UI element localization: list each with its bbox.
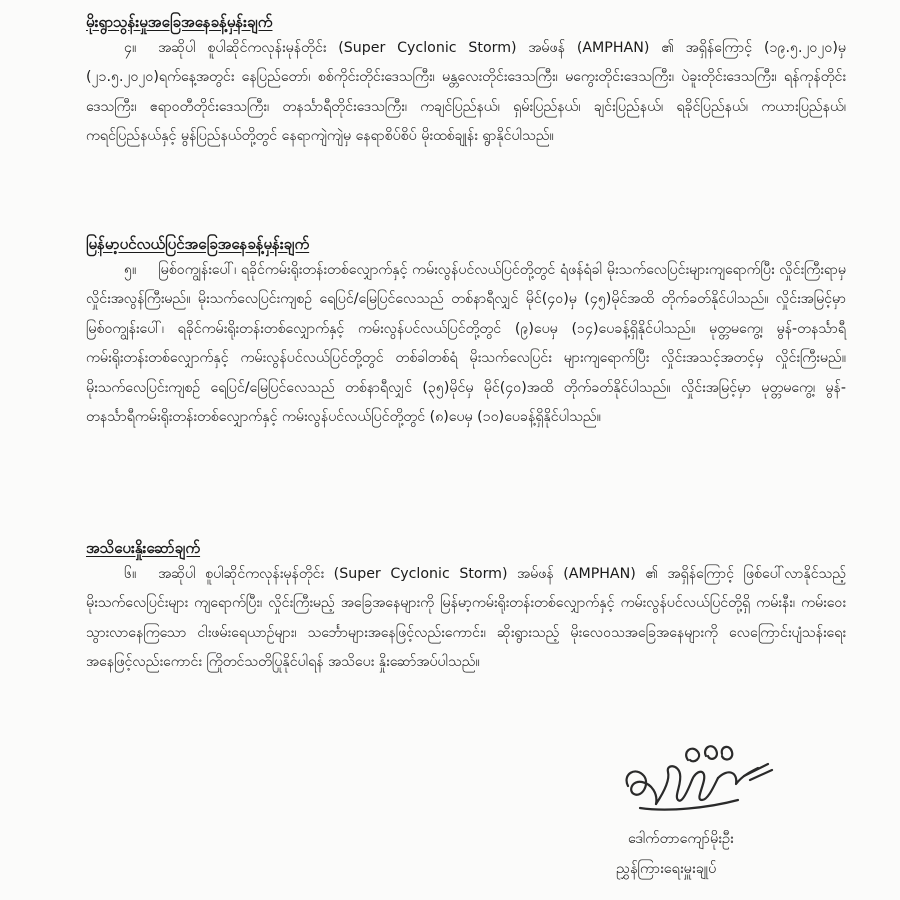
paragraph-text: မြစ်ဝကျွန်းပေါ်၊ ရခိုင်ကမ်းရိုးတန်းတစ်လျှောက်နှင့် ကမ်းလွန်ပင်လယ်ပြင်တို့တွင် ရံဖန်ရံခါ မိုးသက်လေပြင်းများကျရောက်ပြီး လှိုင်းကြီးရာမှ လှိုင်းအလွန်ကြီးမည်။ မိုးသက်လေပြင်းကျစဉ် ရေပြင်/မြေပြင်လေသည် တစ်နာရီလျှင် မိုင်(၄၀)မှ (၄၅)မိုင်အထိ တိုက်ခတ်နိုင်ပါသည်။ လှိုင်းအမြင့်မှာ မြစ်ဝကျွန်းပေါ်၊ ရခိုင်ကမ်းရိုးတန်းတစ်လျှောက်နှင့် ကမ်းလွန်ပင်လယ်ပြင်တို့တွင် (၉)ပေမှ (၁၄)ပေခန့်ရှိနိုင်ပါသည်။ မုတ္တမကွေ့၊ မွန်-တနင်္သာရီကမ်းရိုးတန်းတစ်လျှောက်နှင့် ကမ်းလွန်ပင်လယ်ပြင်တို့တွင် တစ်ခါတစ်ရံ မိုးသက်လေပြင်း များကျရောက်ပြီး လှိုင်းအသင့်အတင့်မှ လှိုင်းကြီးမည်။ မိုးသက်လေပြင်းကျစဉ် ရေပြင်/မြေပြင်လေသည် တစ်နာရီလျှင် (၃၅)မိုင်မှ မိုင်(၄၀)အထိ တိုက်ခတ်နိုင်ပါသည်။ လှိုင်းအမြင့်မှာ မုတ္တမကွေ့၊ မွန်-တနင်္သာရီကမ်းရိုးတန်းတစ်လျှောက်နှင့် ကမ်းလွန်ပင်လယ်ပြင်တို့တွင် (၈)ပေမှ (၁၀)ပေခန့်ရှိနိုင်ပါသည်။ [86,262,846,426]
paragraph-number: ၄။ [124,40,137,56]
section-heading: မြန်မာ့ပင်လယ်ပြင်အခြေအနေခန့်မှန်းချက် [86,235,310,253]
section-sea-condition-forecast [86,232,846,432]
paragraph-text: အဆိုပါ စူပါဆိုင်ကလုန်းမုန်တိုင်း (Super Cyclonic Storm) အမ်ဖန် (AMPHAN) ၏ အရှိန်ကြောင့် ဖြစ်ပေါ်လာနိုင်သည့် မိုးသက်လေပြင်းများ ကျရောက်ပြီး၊ လှိုင်းကြီးမည့် အခြေအနေများကို မြန်မာ့ကမ်းရိုးတန်းတစ်လျှောက်နှင့် ကမ်းလွန်ပင်လယ်ပြင်တို့ရှိ ကမ်းနီး၊ ကမ်းဝေး သွားလာနေကြသော ငါးဖမ်းရေယာဉ်များ၊ သင်္ဘောများအနေဖြင့်လည်းကောင်း၊ ဆိုးရွားသည့် မိုးလေဝသအခြေအနေများကို လေကြောင်းပျံသန်းရေးအနေဖြင့်လည်းကောင်း ကြိုတင်သတိပြုနိုင်ပါရန် အသိပေး နှိုးဆော်အပ်ပါသည်။ [86,566,846,671]
signer-title: ညွှန်ကြားရေးမှူးချုပ် [616,861,717,877]
section-rainfall-forecast [86,10,846,152]
paragraph-text: အဆိုပါ စူပါဆိုင်ကလုန်းမုန်တိုင်း (Super Cyclonic Storm) အမ်ဖန် (AMPHAN) ၏ အရှိန်ကြောင့် (၁၉.၅.၂၀၂၀)မှ (၂၁.၅.၂၀၂၀)ရက်နေ့အတွင်း နေပြည်တော်၊ စစ်ကိုင်းတိုင်းဒေသကြီး၊ မန္တလေးတိုင်းဒေသကြီး၊ မကွေးတိုင်းဒေသကြီး၊ ပဲခူးတိုင်းဒေသကြီး၊ ရန်ကုန်တိုင်းဒေသကြီး၊ ဧရာဝတီတိုင်းဒေသကြီး၊ တနင်္သာရီတိုင်းဒေသကြီး၊ ကချင်ပြည်နယ်၊ ရှမ်းပြည်နယ်၊ ချင်းပြည်နယ်၊ ရခိုင်ပြည်နယ်၊ ကယားပြည်နယ်၊ ကရင်ပြည်နယ်နှင့် မွန်ပြည်နယ်တို့တွင် နေရာကျဲကျဲမှ နေရာစိပ်စိပ် မိုးထစ်ချုန်း ရွာနိုင်ပါသည်။ [86,40,846,145]
section-paragraph [86,256,846,432]
section-paragraph [86,34,846,152]
paragraph-number: ၅။ [124,262,137,278]
section-advisory [86,536,846,678]
handwritten-signature [618,738,788,822]
signature-block [596,738,816,888]
section-heading: မိုးရွာသွန်းမှုအခြေအနေခန့်မှန်းချက် [86,13,273,31]
paragraph-number: ၆။ [124,566,137,582]
section-heading: အသိပေးနှိုးဆော်ချက် [86,539,201,557]
signer-name: ဒေါက်တာကျော်မိုးဦး [628,831,734,847]
section-paragraph [86,560,846,678]
